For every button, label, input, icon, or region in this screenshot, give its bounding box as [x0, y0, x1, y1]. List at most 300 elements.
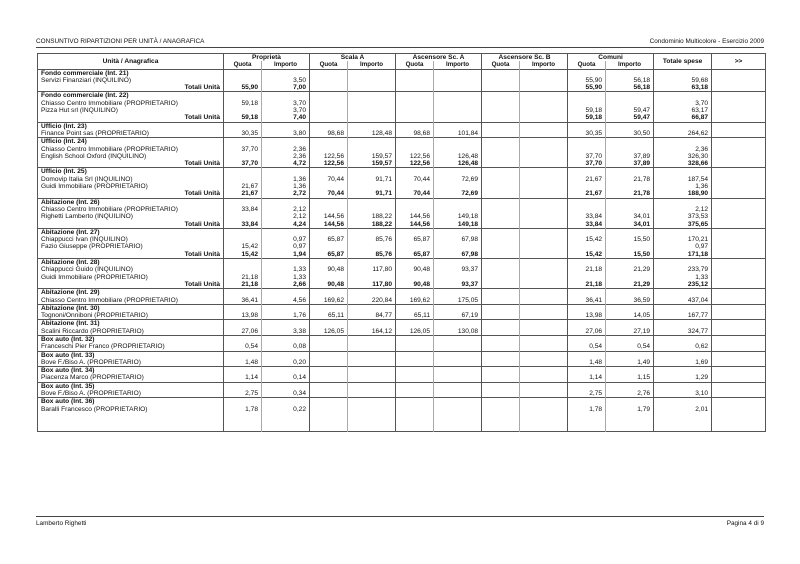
empty-cell	[224, 198, 262, 206]
col-more: >>	[712, 54, 766, 70]
value-cell: 27,06	[568, 328, 606, 336]
value-cell	[224, 107, 262, 114]
value-cell: 1,14	[224, 374, 262, 382]
value-cell: 90,48	[310, 281, 348, 289]
empty-cell	[396, 351, 434, 359]
empty-cell	[310, 304, 348, 312]
unit-title: Fondo commerciale (Int. 21)	[38, 69, 224, 77]
value-cell: 1,69	[654, 359, 712, 367]
person-label: Fazio Giuseppe (PROPRIETARIO)	[41, 243, 143, 251]
empty-cell	[262, 304, 310, 312]
value-cell	[434, 146, 482, 153]
empty-cell	[606, 259, 654, 267]
empty-cell	[712, 69, 766, 77]
value-cell: 0,97	[262, 243, 310, 250]
value-cell: 21,67	[224, 190, 262, 198]
empty-cell	[712, 168, 766, 176]
footer-rule	[36, 516, 764, 517]
col-importo: Importo	[348, 61, 396, 69]
unit-title: Abitazione (Int. 28)	[38, 259, 224, 267]
value-cell	[224, 213, 262, 220]
value-cell	[482, 107, 520, 114]
value-cell	[310, 100, 348, 107]
value-cell: 98,68	[310, 130, 348, 138]
value-cell: 1,36	[654, 183, 712, 190]
col-quota: Quota	[482, 61, 520, 69]
value-cell: 1,79	[606, 406, 654, 413]
value-cell: 126,05	[396, 328, 434, 336]
empty-cell	[712, 274, 766, 281]
value-cell: 55,90	[568, 77, 606, 84]
value-cell: 1,15	[606, 374, 654, 382]
value-cell: 128,48	[348, 130, 396, 138]
empty-cell	[654, 320, 712, 328]
value-cell: 0,62	[654, 343, 712, 351]
empty-cell	[654, 138, 712, 146]
unit-group-header	[38, 122, 766, 130]
value-cell	[434, 343, 482, 351]
empty-cell	[262, 382, 310, 390]
empty-cell	[482, 351, 520, 359]
empty-cell	[434, 198, 482, 206]
empty-cell	[434, 320, 482, 328]
value-cell: 3,50	[262, 77, 310, 84]
value-cell	[520, 146, 568, 153]
empty-cell	[482, 289, 520, 297]
empty-cell	[568, 367, 606, 375]
empty-cell	[434, 289, 482, 297]
value-cell: 144,56	[396, 213, 434, 220]
value-cell: 7,00	[262, 84, 310, 92]
value-cell: 0,14	[262, 374, 310, 382]
unit-group-header	[38, 228, 766, 236]
table-row	[38, 213, 766, 220]
empty-cell	[482, 168, 520, 176]
empty-cell	[224, 259, 262, 267]
unit-group-header	[38, 367, 766, 375]
value-cell: 1,76	[262, 312, 310, 320]
table-row	[38, 183, 766, 190]
empty-cell	[396, 367, 434, 375]
value-cell: 0,54	[224, 343, 262, 351]
empty-cell	[482, 320, 520, 328]
table-row	[38, 130, 766, 138]
value-cell: 126,05	[310, 328, 348, 336]
empty-cell	[224, 122, 262, 130]
empty-cell	[348, 228, 396, 236]
value-cell	[482, 343, 520, 351]
empty-cell	[348, 289, 396, 297]
value-cell: 0,20	[262, 359, 310, 367]
value-cell: 144,56	[396, 221, 434, 229]
value-cell: 30,35	[568, 130, 606, 138]
value-cell: 36,41	[568, 297, 606, 305]
empty-cell	[434, 69, 482, 77]
value-cell: 220,84	[348, 297, 396, 305]
value-cell	[606, 146, 654, 153]
value-cell: 126,48	[434, 153, 482, 160]
empty-cell	[224, 304, 262, 312]
value-cell: 15,42	[568, 251, 606, 259]
value-cell	[396, 146, 434, 153]
empty-cell	[654, 122, 712, 130]
value-cell: 159,57	[348, 160, 396, 168]
empty-cell	[712, 190, 766, 198]
person-label: Scalini Riccardo (PROPRIETARIO)	[41, 327, 144, 335]
value-cell	[310, 406, 348, 413]
empty-cell	[712, 312, 766, 320]
value-cell: 91,71	[348, 176, 396, 183]
value-cell	[396, 243, 434, 250]
value-cell	[606, 100, 654, 107]
col-importo: Importo	[606, 61, 654, 69]
empty-cell	[482, 382, 520, 390]
table-row	[38, 236, 766, 243]
totals-label: Totali Unità	[184, 220, 220, 228]
value-cell	[568, 243, 606, 250]
value-cell: 55,90	[224, 84, 262, 92]
empty-cell	[310, 335, 348, 343]
value-cell: 37,70	[224, 160, 262, 168]
empty-cell	[224, 398, 262, 406]
empty-cell	[568, 69, 606, 77]
value-cell: 122,56	[396, 160, 434, 168]
value-cell	[310, 274, 348, 281]
unit-title: Box auto (Int. 33)	[38, 351, 224, 359]
empty-cell	[224, 335, 262, 343]
empty-cell	[712, 374, 766, 382]
value-cell: 1,14	[568, 374, 606, 382]
value-cell: 65,11	[310, 312, 348, 320]
empty-cell	[482, 335, 520, 343]
empty-cell	[482, 69, 520, 77]
empty-cell	[712, 259, 766, 267]
value-cell: 1,78	[568, 406, 606, 413]
empty-cell	[712, 266, 766, 273]
empty-cell	[224, 228, 262, 236]
value-cell: 85,76	[348, 251, 396, 259]
value-cell	[520, 297, 568, 305]
empty-cell	[38, 413, 224, 432]
value-cell	[520, 390, 568, 398]
empty-cell	[712, 236, 766, 243]
table-row	[38, 176, 766, 183]
page-header	[36, 38, 764, 46]
empty-cell	[396, 92, 434, 100]
value-cell	[482, 146, 520, 153]
value-cell: 93,37	[434, 281, 482, 289]
empty-cell	[396, 335, 434, 343]
empty-cell	[262, 259, 310, 267]
empty-cell	[348, 398, 396, 406]
col-group-ascensore-b: Ascensore Sc. B	[482, 54, 568, 62]
empty-cell	[262, 413, 310, 432]
value-cell: 21,67	[568, 190, 606, 198]
value-cell: 0,97	[654, 243, 712, 250]
value-cell: 1,49	[606, 359, 654, 367]
empty-cell	[712, 206, 766, 213]
unit-title: Ufficio (Int. 23)	[38, 122, 224, 130]
empty-cell	[654, 228, 712, 236]
empty-cell	[606, 320, 654, 328]
empty-cell	[606, 304, 654, 312]
value-cell: 33,84	[224, 206, 262, 213]
empty-cell	[482, 138, 520, 146]
value-cell: 7,40	[262, 114, 310, 122]
value-cell: 0,97	[262, 236, 310, 243]
empty-cell	[712, 243, 766, 250]
empty-cell	[434, 367, 482, 375]
col-quota: Quota	[224, 61, 262, 69]
empty-cell	[520, 138, 568, 146]
empty-cell	[396, 228, 434, 236]
table-spacer-row	[38, 413, 766, 432]
value-cell: 0,08	[262, 343, 310, 351]
value-cell	[434, 390, 482, 398]
value-cell	[434, 100, 482, 107]
value-cell: 21,29	[606, 281, 654, 289]
empty-cell	[434, 382, 482, 390]
value-cell: 1,33	[262, 274, 310, 281]
value-cell	[396, 206, 434, 213]
table-row	[38, 77, 766, 84]
empty-cell	[654, 168, 712, 176]
empty-cell	[568, 168, 606, 176]
empty-cell	[606, 122, 654, 130]
value-cell: 169,62	[396, 297, 434, 305]
empty-cell	[310, 138, 348, 146]
value-cell: 188,22	[348, 221, 396, 229]
empty-cell	[310, 259, 348, 267]
unit-title: Box auto (Int. 36)	[38, 398, 224, 406]
empty-cell	[520, 122, 568, 130]
value-cell: 1,78	[224, 406, 262, 413]
empty-cell	[396, 69, 434, 77]
value-cell: 21,18	[224, 274, 262, 281]
value-cell	[396, 390, 434, 398]
value-cell: 65,11	[396, 312, 434, 320]
value-cell: 3,10	[654, 390, 712, 398]
value-cell: 90,48	[396, 266, 434, 273]
empty-cell	[712, 289, 766, 297]
value-cell: 149,18	[434, 221, 482, 229]
value-cell: 144,56	[310, 213, 348, 220]
empty-cell	[262, 289, 310, 297]
value-cell: 27,19	[606, 328, 654, 336]
empty-cell	[520, 198, 568, 206]
table-row	[38, 359, 766, 367]
empty-cell	[712, 297, 766, 305]
unit-title: Box auto (Int. 34)	[38, 367, 224, 375]
table-row	[38, 146, 766, 153]
unit-group-header	[38, 138, 766, 146]
empty-cell	[712, 153, 766, 160]
empty-cell	[712, 413, 766, 432]
value-cell: 13,98	[568, 312, 606, 320]
empty-cell	[654, 304, 712, 312]
person-label: Chiasso Centro Immobiliare (PROPRIETARIO)	[41, 145, 178, 153]
value-cell	[482, 251, 520, 259]
value-cell: 90,48	[310, 266, 348, 273]
empty-cell	[568, 304, 606, 312]
value-cell: 55,90	[568, 84, 606, 92]
value-cell	[520, 359, 568, 367]
empty-cell	[606, 168, 654, 176]
empty-cell	[434, 351, 482, 359]
value-cell: 149,18	[434, 213, 482, 220]
value-cell: 33,84	[224, 221, 262, 229]
value-cell: 159,57	[348, 153, 396, 160]
value-cell: 2,01	[654, 406, 712, 413]
value-cell: 65,87	[310, 236, 348, 243]
col-quota: Quota	[568, 61, 606, 69]
value-cell: 3,70	[262, 107, 310, 114]
value-cell: 21,18	[568, 266, 606, 273]
empty-cell	[434, 398, 482, 406]
value-cell	[520, 312, 568, 320]
value-cell	[568, 183, 606, 190]
person-label: Finance Point sas (PROPRIETARIO)	[41, 129, 149, 137]
value-cell: 72,69	[434, 176, 482, 183]
value-cell	[348, 406, 396, 413]
value-cell	[348, 274, 396, 281]
empty-cell	[348, 413, 396, 432]
value-cell	[348, 146, 396, 153]
unit-title: Fondo commerciale (Int. 22)	[38, 92, 224, 100]
totals-label: Totali Unità	[184, 280, 220, 288]
empty-cell	[568, 351, 606, 359]
empty-cell	[654, 69, 712, 77]
value-cell	[348, 100, 396, 107]
value-cell	[606, 206, 654, 213]
empty-cell	[482, 228, 520, 236]
table-row	[38, 206, 766, 213]
value-cell	[224, 266, 262, 273]
empty-cell	[348, 259, 396, 267]
value-cell: 375,65	[654, 221, 712, 229]
empty-cell	[262, 335, 310, 343]
value-cell	[434, 114, 482, 122]
totals-label: Totali Unità	[184, 84, 220, 92]
value-cell	[482, 328, 520, 336]
unit-title: Abitazione (Int. 29)	[38, 289, 224, 297]
empty-cell	[520, 92, 568, 100]
empty-cell	[224, 382, 262, 390]
value-cell: 0,54	[568, 343, 606, 351]
unit-group-header	[38, 382, 766, 390]
empty-cell	[262, 92, 310, 100]
empty-cell	[396, 382, 434, 390]
empty-cell	[224, 413, 262, 432]
empty-cell	[606, 228, 654, 236]
totals-label: Totali Unità	[184, 160, 220, 168]
person-label: Franceschi Pier Franco (PROPRIETARIO)	[41, 343, 165, 351]
value-cell: 21,29	[606, 266, 654, 273]
value-cell	[434, 374, 482, 382]
empty-cell	[568, 413, 606, 432]
empty-cell	[348, 351, 396, 359]
empty-cell	[568, 122, 606, 130]
person-label: Bove F./Biso A. (PROPRIETARIO)	[41, 358, 141, 366]
empty-cell	[434, 304, 482, 312]
empty-cell	[712, 251, 766, 259]
value-cell	[348, 84, 396, 92]
empty-cell	[712, 138, 766, 146]
empty-cell	[348, 168, 396, 176]
value-cell: 126,48	[434, 160, 482, 168]
unit-group-header	[38, 351, 766, 359]
empty-cell	[712, 343, 766, 351]
table-row	[38, 390, 766, 398]
empty-cell	[434, 92, 482, 100]
person-label: Baralli Francesco (PROPRIETARIO)	[41, 405, 148, 413]
empty-cell	[712, 198, 766, 206]
unit-title: Box auto (Int. 32)	[38, 335, 224, 343]
empty-cell	[310, 413, 348, 432]
value-cell: 21,67	[568, 176, 606, 183]
empty-cell	[482, 92, 520, 100]
empty-cell	[712, 390, 766, 398]
footer-author: Lamberto Righetti	[36, 520, 87, 527]
value-cell	[520, 100, 568, 107]
value-cell	[520, 243, 568, 250]
value-cell: 324,77	[654, 328, 712, 336]
value-cell	[434, 274, 482, 281]
person-label: English School Oxford (INQUILINO)	[41, 152, 147, 160]
value-cell	[568, 146, 606, 153]
unit-group-header	[38, 320, 766, 328]
report-subtitle: Condominio Multicolore - Esercizio 2009	[649, 38, 764, 45]
value-cell	[310, 84, 348, 92]
empty-cell	[568, 382, 606, 390]
value-cell: 328,66	[654, 160, 712, 168]
empty-cell	[712, 221, 766, 229]
value-cell	[482, 213, 520, 220]
empty-cell	[348, 304, 396, 312]
value-cell	[310, 183, 348, 190]
value-cell: 2,75	[568, 390, 606, 398]
value-cell	[520, 77, 568, 84]
value-cell	[482, 236, 520, 243]
value-cell: 65,87	[396, 236, 434, 243]
col-total: Totale spese	[654, 54, 712, 70]
value-cell	[520, 251, 568, 259]
value-cell	[482, 160, 520, 168]
value-cell: 2,12	[262, 213, 310, 220]
empty-cell	[262, 69, 310, 77]
empty-cell	[434, 413, 482, 432]
empty-cell	[654, 382, 712, 390]
value-cell: 3,70	[654, 100, 712, 107]
empty-cell	[224, 289, 262, 297]
col-group-proprieta: Proprietà	[224, 54, 310, 62]
value-cell: 15,42	[224, 251, 262, 259]
value-cell	[520, 153, 568, 160]
unit-group-header	[38, 69, 766, 77]
empty-cell	[348, 335, 396, 343]
unit-title: Abitazione (Int. 30)	[38, 304, 224, 312]
person-label: Bove F./Biso A. (PROPRIETARIO)	[41, 390, 141, 398]
value-cell: 2,12	[262, 206, 310, 213]
value-cell	[482, 130, 520, 138]
allocation-table	[37, 53, 766, 432]
value-cell	[482, 266, 520, 273]
unit-group-header	[38, 198, 766, 206]
col-group-comuni: Comuni	[568, 54, 654, 62]
empty-cell	[712, 304, 766, 312]
value-cell: 59,47	[606, 114, 654, 122]
value-cell	[482, 281, 520, 289]
